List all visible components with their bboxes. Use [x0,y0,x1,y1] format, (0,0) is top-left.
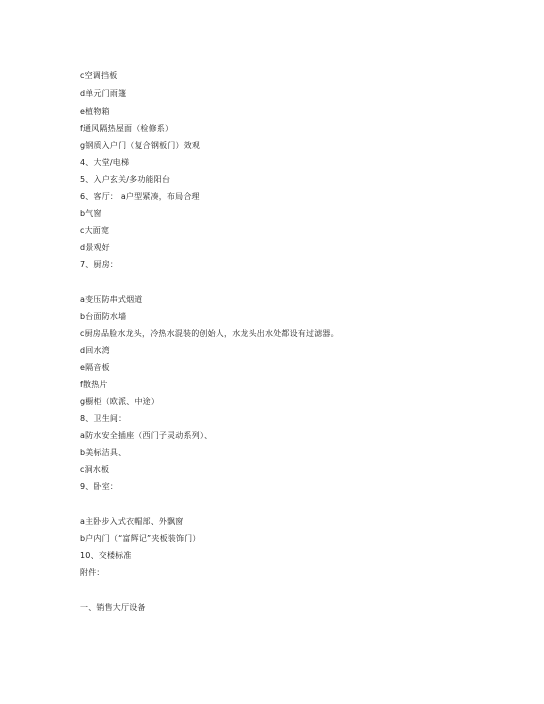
text-line: g钢质入户门（复合钢板门）效观 [80,141,201,150]
text-line: d回水湾 [80,346,110,355]
text-line: 6、客厅： a户型紧凑，布局合理 [80,192,200,201]
text-line: c空调挡板 [80,71,118,80]
text-line: e植物箱 [80,107,110,116]
text-line: 8、卫生间： [80,414,127,423]
text-line: 4、大堂/电梯 [80,158,130,167]
text-line: d单元门雨篷 [80,89,127,98]
text-line: b台面防水墙 [80,312,127,321]
text-line: a主卧步入式衣帽部、外飘窗 [80,517,184,526]
text-line: c大面宽 [80,226,110,235]
text-line: 5、入户玄关/多功能阳台 [80,175,171,184]
text-line: a防水安全插座（西门子灵动系列）、 [80,431,213,440]
text-line: e隔音板 [80,363,110,372]
text-line: f散热片 [80,380,108,389]
text-line: b美标洁具、 [80,448,127,457]
section-heading: 一、销售大厅设备 [80,603,146,612]
text-line: b户内门（“富辉记”夹板装饰门） [80,534,201,543]
text-line: c厨房品脸水龙头，冷热水混装的创始人，水龙头出水处都设有过滤器。 [80,329,339,338]
text-line: 附件： [80,568,105,577]
text-line: 9、卧室： [80,482,119,491]
text-line: 10、交楼标准 [80,551,132,560]
text-line: a变压防串式烟道 [80,295,143,304]
text-line: d景观好 [80,243,110,252]
text-line: c洞水板 [80,465,110,474]
text-line: b气窗 [80,209,102,218]
text-line: f通风隔热屋面（检修系） [80,124,174,133]
text-line: g橱柜（欧派、中途） [80,397,160,406]
text-line: 7、厨房： [80,260,119,269]
